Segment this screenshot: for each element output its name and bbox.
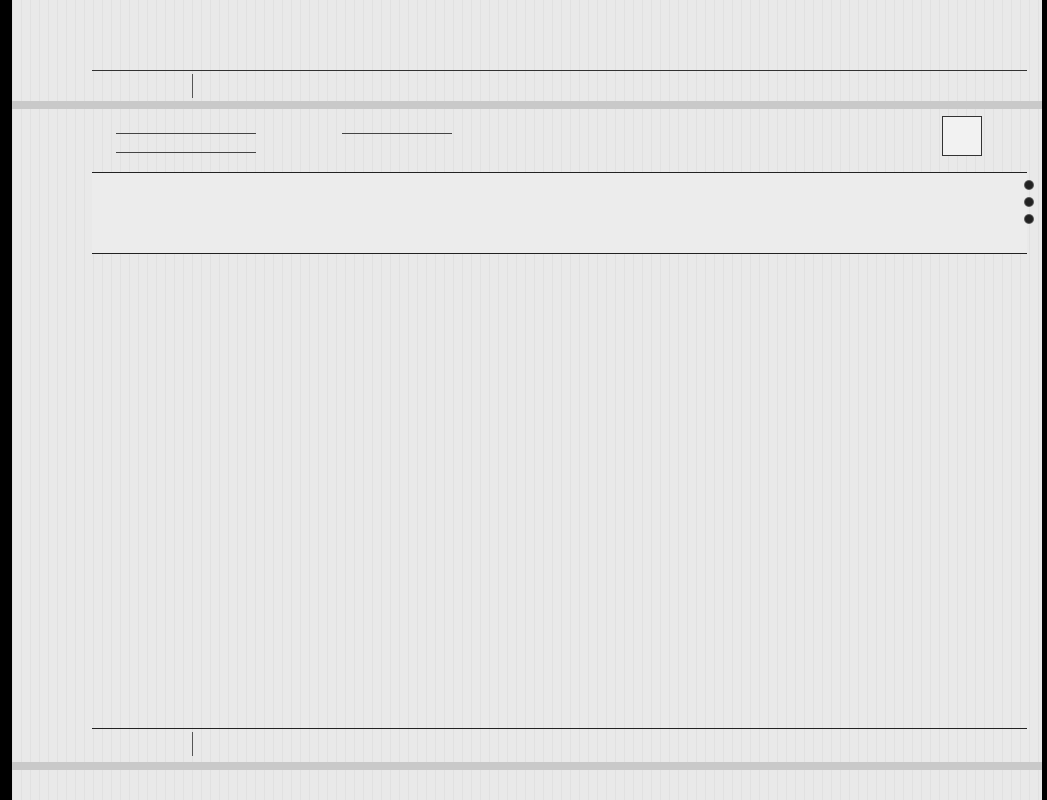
punch-hole — [1024, 180, 1034, 190]
bottom-strip-border — [92, 728, 1027, 729]
page-header — [12, 110, 1042, 174]
bottom-abbrev-block — [192, 732, 663, 756]
state-underline — [116, 133, 256, 134]
fold-shadow-bottom — [12, 762, 1042, 770]
sheet-box — [942, 116, 982, 156]
incorporated-underline — [342, 133, 452, 134]
census-sheet — [12, 0, 1042, 800]
county-underline — [116, 152, 256, 153]
bottom-strip — [12, 728, 1042, 800]
punch-hole — [1024, 214, 1034, 224]
punch-hole — [1024, 197, 1034, 207]
top-strip — [12, 0, 1042, 100]
fold-shadow-top — [12, 101, 1042, 109]
top-abbrev-block — [192, 74, 663, 98]
schedule-rows — [12, 252, 1042, 728]
top-strip-border — [92, 70, 1027, 71]
